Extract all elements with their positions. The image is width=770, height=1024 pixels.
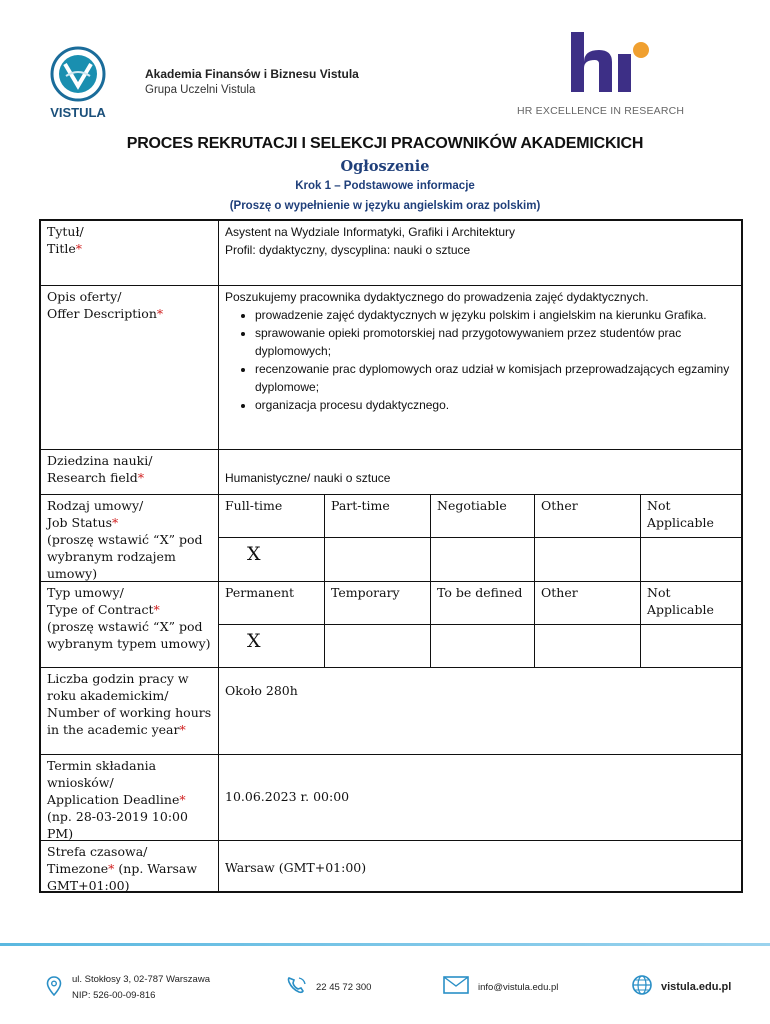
row-research-field [41,449,741,494]
mark-full-time[interactable]: X [219,537,324,581]
mark-other[interactable] [534,624,640,667]
mark-part-time[interactable] [324,537,430,581]
document-title: PROCES REKRUTACJI I SELEKCJI PRACOWNIKÓW AKADEMICKICH [126,135,644,152]
option-other: Other [534,582,640,624]
description-intro: Poszukujemy pracownika dydaktycznego do prowadzenia zajęć dydaktycznych. [225,290,649,304]
email-icon [443,975,469,1000]
offer-form-table [39,219,743,893]
required-mark: * [179,722,186,737]
location-pin-icon [46,976,62,1001]
option-to-be-defined: To be defined [430,582,534,624]
footer-nip: NIP: 526-00-09-816 [72,990,156,1001]
globe-icon [631,974,653,1001]
deadline-label: Termin składania wniosków/ Application Deadline* (np. 28-03-2019 10:00 PM) [41,755,219,840]
row-title [41,221,741,285]
vistula-logo [38,42,118,122]
footer-email[interactable]: info@vistula.edu.pl [478,982,559,993]
option-not-applicable: Not Applicable [640,495,741,537]
step-heading: Krok 1 – Podstawowe informacje [295,180,475,192]
description-value [219,286,741,449]
research-field-value: Humanistyczne/ nauki o sztuce [225,471,391,485]
required-mark: * [179,792,186,807]
document-subtitle: Ogłoszenie [340,158,430,175]
footer-address: ul. Stokłosy 3, 02-787 Warszawa [72,974,210,985]
option-temporary: Temporary [324,582,430,624]
row-deadline [41,754,741,840]
mark-other[interactable] [534,537,640,581]
list-item: • recenzowanie prac dyplomowych oraz udział w komisjach przeprowadzających egzaminy dyplomowe; [255,360,735,396]
mark-negotiable[interactable] [430,537,534,581]
footer-phone[interactable]: 22 45 72 300 [316,982,372,993]
title-label: Tytuł/ Title* [41,221,219,285]
org-name: Akademia Finansów i Biznesu Vistula [145,67,359,81]
mark-to-be-defined[interactable] [430,624,534,667]
hr-excellence-logo [565,28,655,98]
option-negotiable: Negotiable [430,495,534,537]
title-value: Asystent na Wydziale Informatyki, Grafiki i Architektury Profil: dydaktyczny, dyscyplina: nauki o sztuce [225,225,515,257]
required-mark: * [108,861,115,876]
list-item: • prowadzenie zajęć dydaktycznych w języku polskim i angielskim na kierunku Grafika. [255,306,735,324]
logo-text: VISTULA [50,105,106,120]
job-status-label: Rodzaj umowy/ Job Status* (proszę wstawić “X” pod wybranym rodzajem umowy) [41,495,219,581]
mark-not-applicable[interactable] [640,537,741,581]
row-timezone [41,840,741,891]
timezone-label: Strefa czasowa/ Timezone* (np. Warsaw GMT+01:00) [41,841,219,891]
deadline-value: 10.06.2023 r. 00:00 [225,789,350,804]
option-other: Other [534,495,640,537]
required-mark: * [112,515,119,530]
contract-type-grid [219,582,741,667]
mark-not-applicable[interactable] [640,624,741,667]
option-full-time: Full-time [225,498,283,513]
research-field-label: Dziedzina nauki/ Research field* [41,450,219,494]
phone-icon [286,975,308,1000]
footer-website[interactable]: vistula.edu.pl [661,981,732,993]
duties-list [225,306,735,414]
mark-temporary[interactable] [324,624,430,667]
job-status-grid [219,495,741,581]
list-item: • sprawowanie opieki promotorskiej nad przygotowywaniem przez studentów prac dyplomowych; [255,324,735,360]
timezone-value: Warsaw (GMT+01:00) [225,860,367,875]
description-label: Opis oferty/ Offer Description* [41,286,219,449]
required-mark: * [137,470,145,485]
instruction-text: (Proszę o wypełnienie w języku angielskim oraz polskim) [229,200,541,212]
row-job-status [41,494,741,581]
required-mark: * [156,306,164,321]
working-hours-label: Liczba godzin pracy w roku akademickim/ Number of working hours in the academic year* [41,668,219,754]
option-not-applicable: Not Applicable [640,582,741,624]
row-contract-type [41,581,741,667]
list-item: • organizacja procesu dydaktycznego. [255,396,735,414]
option-permanent: Permanent [225,585,295,600]
row-working-hours [41,667,741,754]
option-part-time: Part-time [324,495,430,537]
footer-divider [0,943,770,946]
hr-caption: HR EXCELLENCE IN RESEARCH [517,105,685,117]
org-subtitle: Grupa Uczelni Vistula [145,84,256,96]
working-hours-value: Około 280h [225,683,298,698]
required-mark: * [153,602,160,617]
mark-permanent[interactable]: X [219,624,324,667]
contract-type-label: Typ umowy/ Type of Contract* (proszę wstawić “X” pod wybranym typem umowy) [41,582,219,667]
required-mark: * [75,241,83,256]
row-description [41,285,741,449]
